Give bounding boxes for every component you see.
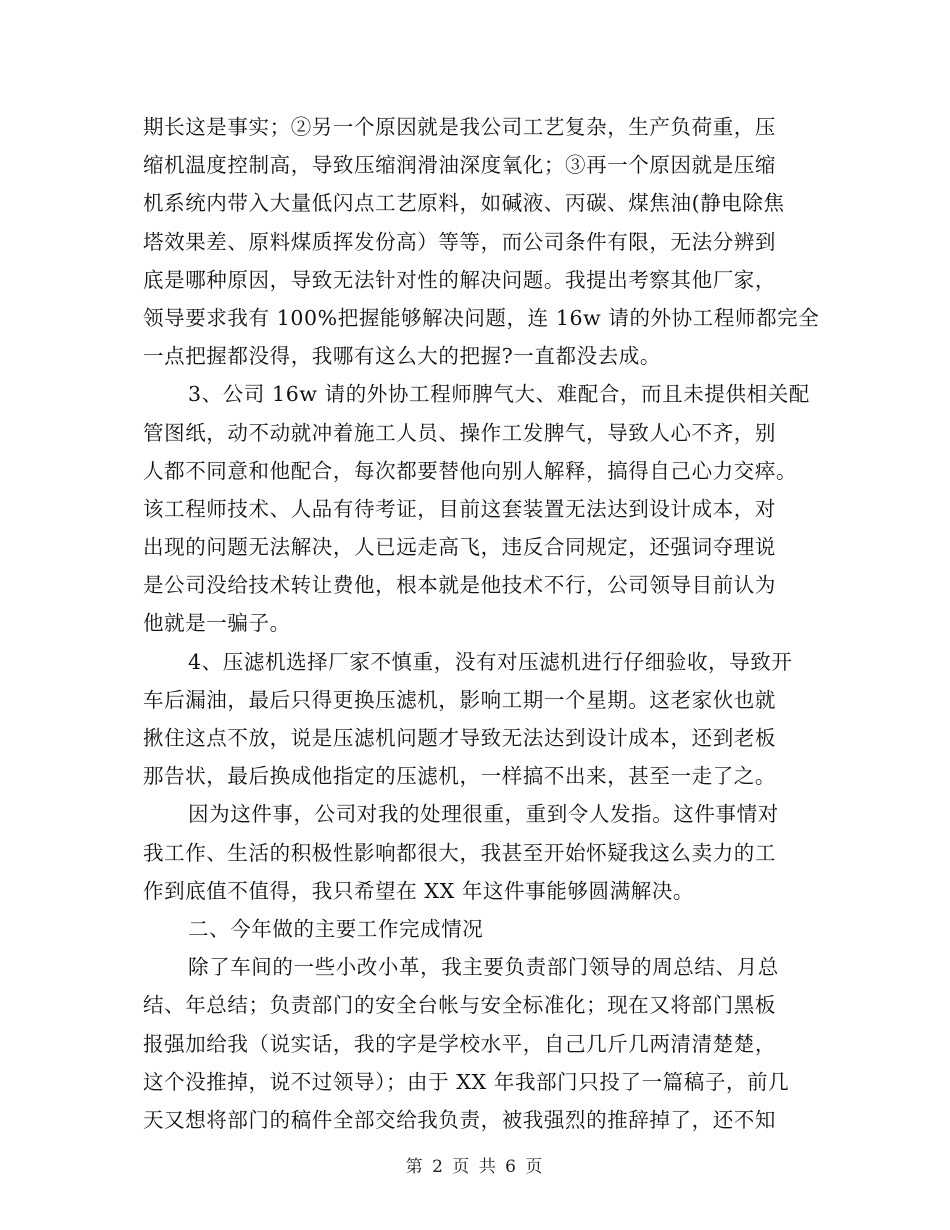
paragraph-start-line: 因为这件事，公司对我的处理很重，重到令人发指。这件事情对 (188, 802, 779, 827)
text-line: 是公司没给技术转让费他，根本就是他技术不行，公司领导目前认为 (143, 573, 776, 598)
paragraph-start-line: 除了车间的一些小改小革，我主要负责部门领导的周总结、月总 (188, 955, 779, 980)
text-line: 人都不同意和他配合，每次都要替他向别人解释，搞得自己心力交瘁。 (143, 458, 798, 483)
section-heading: 二、今年做的主要工作完成情况 (188, 916, 484, 941)
text-line: 这个没推掉，说不过领导）；由于 XX 年我部门只投了一篇稿子，前几 (143, 1069, 790, 1094)
text-line: 揪住这点不放，说是压滤机问题才导致无法达到设计成本，还到老板 (143, 726, 776, 750)
text-line: 作到底值不值得，我只希望在 XX 年这件事能够圆满解决。 (143, 878, 695, 903)
text-line: 报强加给我（说实话，我的字是学校水平，自己几斤几两清清楚楚， (143, 1031, 776, 1056)
paragraph-start-line: 4、压滤机选择厂家不慎重，没有对压滤机进行仔细验收，导致开 (188, 649, 793, 674)
text-line: 天又想将部门的稿件全部交给我负责，被我强烈的推辞掉了，还不知 (143, 1107, 776, 1132)
text-line: 该工程师技术、人品有待考证，目前这套装置无法达到设计成本，对 (143, 496, 776, 521)
text-line: 底是哪种原因，导致无法针对性的解决问题。我提出考察其他厂家， (143, 267, 776, 292)
text-line: 我工作、生活的积极性影响都很大，我甚至开始怀疑我这么卖力的工 (143, 840, 776, 865)
text-line: 车后漏油，最后只得更换压滤机，影响工期一个星期。这老家伙也就 (143, 687, 776, 712)
text-line: 期长这是事实；②另一个原因就是我公司工艺复杂，生产负荷重，压 (143, 115, 776, 139)
text-line: 那告状，最后换成他指定的压滤机，一样搞不出来，甚至一走了之。 (143, 764, 776, 789)
paragraph-start-line: 3、公司 16w 请的外协工程师脾气大、难配合，而且未提供相关配 (188, 382, 810, 407)
text-line: 塔效果差、原料煤质挥发份高）等等，而公司条件有限，无法分辨到 (143, 229, 776, 254)
text-line: 缩机温度控制高，导致压缩润滑油深度氧化；③再一个原因就是压缩 (143, 153, 776, 178)
text-line: 一点把握都没得，我哪有这么大的把握?一直都没去成。 (143, 344, 661, 369)
text-line: 结、年总结；负责部门的安全台帐与安全标准化；现在又将部门黑板 (143, 993, 776, 1018)
page-number-label: 第 2 页 共 6 页 (405, 1157, 545, 1177)
text-line: 出现的问题无法解决，人已远走高飞，违反合同规定，还强词夺理说 (143, 535, 776, 560)
body-text (143, 108, 820, 1139)
text-line: 管图纸，动不动就冲着施工人员、操作工发脾气，导致人心不齐，别 (143, 420, 776, 445)
text-line: 他就是一骗子。 (143, 611, 291, 636)
text-line: 领导要求我有 100%把握能够解决问题，连 16w 请的外协工程师都完全 (143, 305, 820, 330)
page-footer (0, 1152, 950, 1177)
text-line: 机系统内带入大量低闪点工艺原料，如碱液、丙碳、煤焦油(静电除焦 (143, 191, 785, 216)
